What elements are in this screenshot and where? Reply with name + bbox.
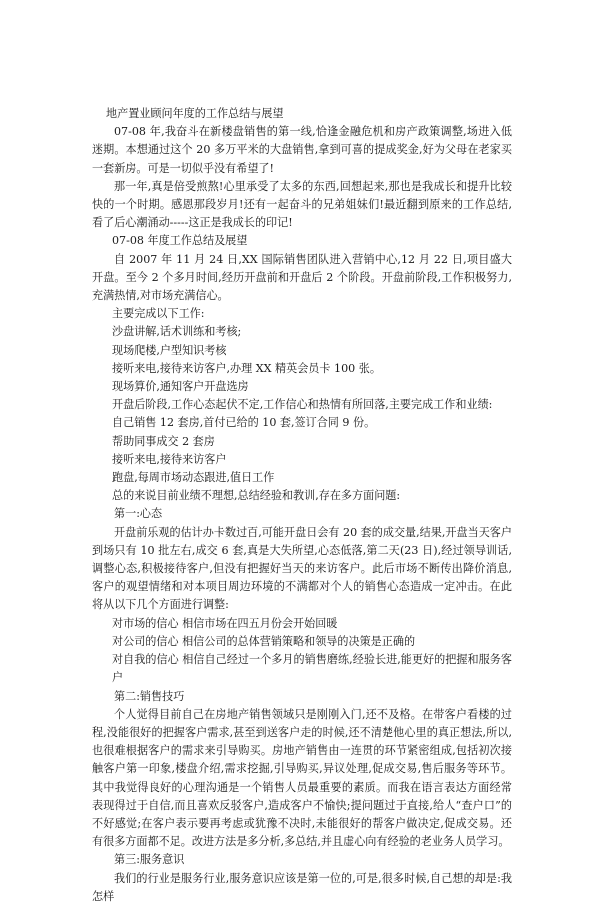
list-item: 自己销售 12 套房,首付已给的 10 套,签订合同 9 份。 <box>112 416 376 430</box>
confidence-item: 对自我的信心 相信自己经过一个多月的销售磨练,经验长进,能更好的把握和服务客户 <box>112 653 512 685</box>
intro-paragraph: 07-08 年,我奋斗在新楼盘销售的第一线,恰逢金融危机和房产政策调整,场进入低迷期。本想通过这个 20 多万平米的大盘销售,拿到可喜的提成奖金,好为父母在老家买一套新房。可是一切似乎没有希望了! <box>92 125 512 175</box>
list-item: 接听来电,接待来访客户 <box>112 452 227 466</box>
list-item: 跑盘,每周市场动态跟进,值日工作 <box>112 471 275 485</box>
service-paragraph: 我们的行业是服务行业,服务意识应该是第一位的,可是,很多时候,自己想的却是:我怎样 <box>92 871 512 903</box>
subsection-heading: 第三:服务意识 <box>114 853 185 867</box>
section-heading: 07-08 年度工作总结及展望 <box>112 234 248 248</box>
list-item: 接听来电,接待来访客户,办理 XX 精英会员卡 100 张。 <box>112 361 381 375</box>
subsection-heading: 第一:心态 <box>114 507 163 521</box>
list-item: 现场爬楼,户型知识考核 <box>112 343 227 357</box>
list-item: 帮助同事成交 2 套房 <box>112 434 215 448</box>
document-page <box>92 105 512 906</box>
document-title: 地产置业顾问年度的工作总结与展望 <box>106 107 284 120</box>
list-item: 开盘后阶段,工作心态起伏不定,工作信心和热情有所回落,主要完成工作和业绩: <box>112 398 493 412</box>
mindset-paragraph: 开盘前乐观的估计办卡数过百,可能开盘日会有 20 套的成交量,结果,开盘当天客户到场只有 10 批左右,成交 6 套,真是大失所望,心态低落,第二天(23 日),经过领导训话,调整心态,积极接待客户,但没有把握好当天的来访客户。此后市场不断传出降价消息,客户的观望情绪和对本项目周边环境的不满都对个人的销售心态造成一定冲击。在此将从以下几个方面进行调整: <box>92 525 512 612</box>
confidence-item: 对市场的信心 相信市场在四五月份会开始回暖 <box>112 616 338 630</box>
summary-line: 总的来说目前业绩不理想,总结经验和教训,存在多方面问题: <box>112 489 401 503</box>
reflection-paragraph: 那一年,真是倍受煎熬!心里承受了太多的东西,回想起来,那也是我成长和提升比较快的一个时期。感恩那段岁月!还有一起奋斗的兄弟姐妹们!最近翻到原来的工作总结,看了后心潮涌动-----这正是我成长的印记! <box>92 179 512 230</box>
list-item: 沙盘讲解,话术训练和考核; <box>112 325 242 339</box>
team-paragraph: 自 2007 年 11 月 24 日,XX 国际销售团队进入营销中心,12 月 22 日,项目盛大开盘。至今 2 个多月时间,经历开盘前和开盘后 2 个阶段。开盘前阶段,工作积极努力,充满热情,对市场充满信心。 <box>92 252 512 303</box>
subsection-heading: 第二:销售技巧 <box>114 689 185 703</box>
confidence-item: 对公司的信心 相信公司的总体营销策略和领导的决策是正确的 <box>112 634 416 648</box>
list-item: 现场算价,通知客户开盘选房 <box>112 380 249 394</box>
work-list-heading: 主要完成以下工作: <box>112 307 205 321</box>
sales-skills-paragraph: 个人觉得目前自己在房地产销售领域只是刚刚入门,还不及格。在带客户看楼的过程,没能很好的把握客户需求,甚至到送客户走的时候,还不清楚他心里的真正想法,所以,也很难根据客户的需求来引导购买。房地产销售由一连贯的环节紧密组成,包括初次接触客户第一印象,楼盘介绍,需求挖掘,引导购买,异议处理,促成交易,售后服务等环节。其中我觉得良好的心理沟通是一个销售人员最重要的素质。而我在语言表达方面经常表现得过于自信,而且喜欢反驳客户,造成客户不愉快;提问题过于直接,给人“查户口”的不好感觉;在客户表示要再考虑或犹豫不决时,未能很好的帮客户做决定,促成交易。还有很多方面都不足。改进方法是多分析,多总结,并且虚心向有经验的老业务人员学习。 <box>92 707 512 849</box>
